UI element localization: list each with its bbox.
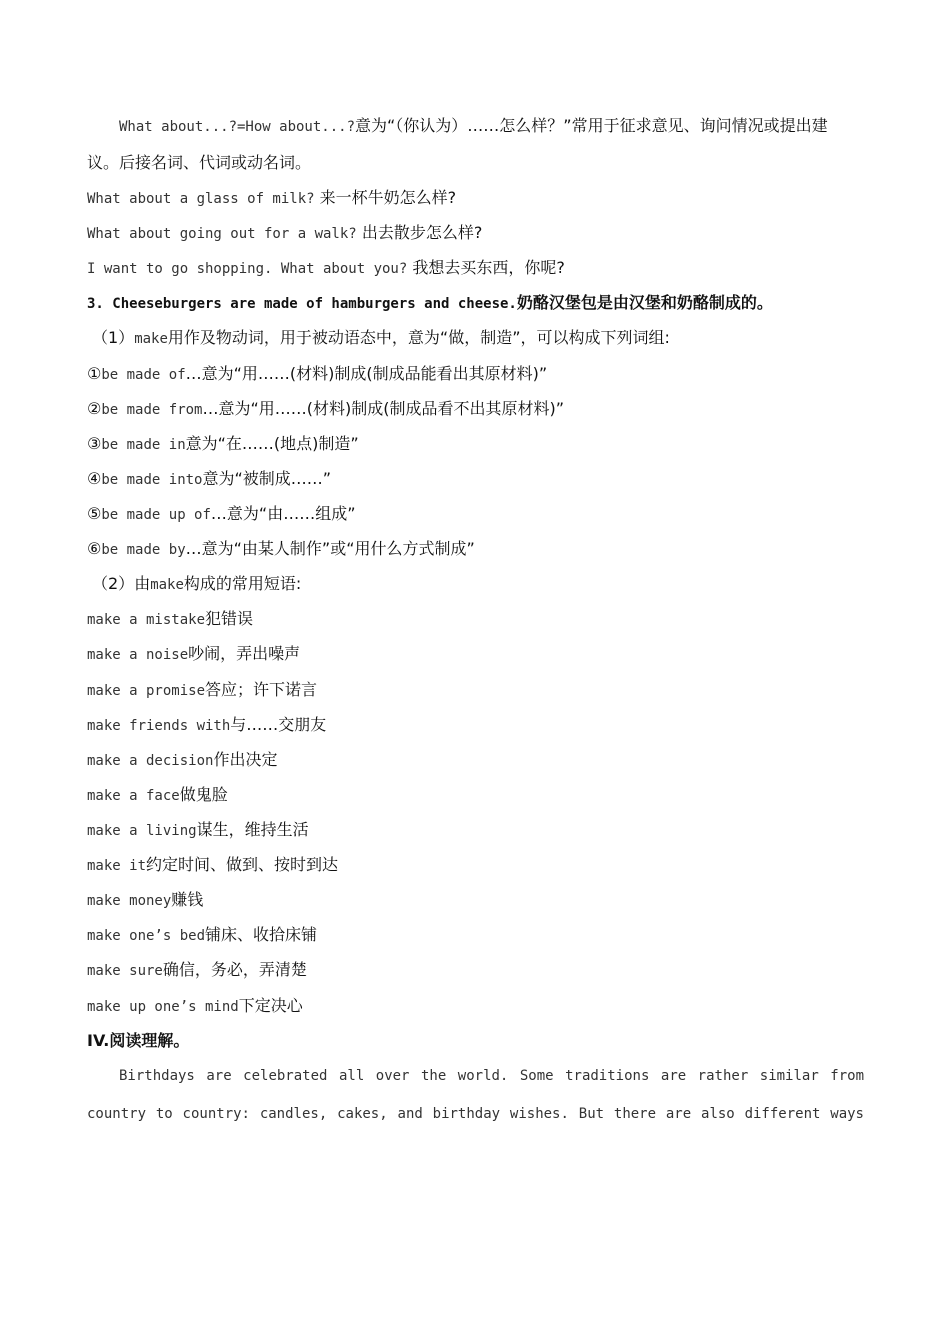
phrase-en: be made of [101,367,186,383]
phrase-item [87,434,359,455]
phrase-zh: 意为“被制成……” [202,469,332,488]
part-1-number: （1） [92,328,135,347]
phrase-zh: …意为“由某人制作”或“用什么方式制成” [185,539,475,558]
make-phrase-zh: 谋生，维持生活 [196,820,309,839]
part-1-keyword: make [134,331,168,347]
phrase-zh: …意为“由……组成” [210,504,356,523]
make-phrase [87,855,338,876]
intro-explanation: 意为“（你认为）……怎么样？”常用于征求意见、询问情况或提出建 [355,116,828,135]
make-phrase-en: make it [87,858,147,874]
section-4-heading [87,1031,189,1051]
phrase-zh: 意为“在……(地点)制造” [185,434,359,453]
example-line [87,188,456,209]
part-2-intro [92,574,301,595]
make-phrase-zh: 做鬼脸 [179,785,228,804]
example-zh: 来一杯牛奶怎么样? [319,188,457,207]
phrase-en: be made up of [101,507,211,523]
part-2-pre: 由 [134,574,151,593]
make-phrase-zh: 与……交朋友 [230,715,327,734]
section-3-heading [87,293,773,314]
example-en: I want to go shopping. What about you? [87,261,408,277]
make-phrase [87,820,309,841]
make-phrase-en: make a promise [87,683,206,699]
part-1-text: 用作及物动词，用于被动语态中，意为“做，制造”，可以构成下列词组: [167,328,670,347]
phrase-item [87,364,547,385]
make-phrase-en: make money [87,893,172,909]
section-3-heading-en: 3. Cheeseburgers are made of hamburgers and cheese. [87,296,517,312]
circled-number: ② [87,399,102,418]
phrase-zh: …意为“用……(材料)制成(制成品能看出其原材料)” [185,364,548,383]
part-2-number: （2） [92,574,135,593]
intro-line-2 [87,153,311,173]
section-3-heading-zh: 奶酪汉堡包是由汉堡和奶酪制成的。 [516,293,773,312]
phrase-en: be made from [101,402,203,418]
reading-passage-line-1: Birthdays are celebrated all over the world. Some traditions are rather similar from [119,1068,864,1084]
phrase-item [87,469,331,490]
example-line [87,223,482,244]
make-phrase-en: make a mistake [87,612,206,628]
make-phrase-en: make one’s bed [87,928,206,944]
intro-explanation-cont: 议。后接名词、代词或动名词。 [87,153,312,172]
make-phrase-zh: 约定时间、做到、按时到达 [146,855,339,874]
example-line [87,258,565,279]
make-phrase [87,609,253,630]
make-phrase [87,680,317,701]
part-2-text: 构成的常用短语: [183,574,302,593]
make-phrase-en: make sure [87,963,163,979]
example-zh: 我想去买东西，你呢? [412,258,565,277]
part-1-intro [92,328,670,349]
reading-passage-line-2: country to country: candles, cakes, and birthday wishes. But there are also different ways [87,1106,864,1122]
phrase-en: be made in [101,437,186,453]
section-4-heading-text: IV.阅读理解。 [87,1031,190,1050]
make-phrase-zh: 赚钱 [171,890,204,909]
make-phrase-zh: 下定决心 [238,996,303,1015]
make-phrase-en: make friends with [87,718,231,734]
phrase-item [87,399,564,420]
make-phrase-zh: 作出决定 [213,750,278,769]
circled-number: ⑥ [87,539,102,558]
circled-number: ④ [87,469,102,488]
make-phrase-zh: 吵闹，弄出噪声 [188,644,301,663]
make-phrase [87,960,307,981]
make-phrase-zh: 铺床、收拾床铺 [205,925,318,944]
circled-number: ① [87,364,102,383]
example-en: What about going out for a walk? [87,226,357,242]
make-phrase-en: make a noise [87,647,189,663]
make-phrase-en: make a decision [87,753,214,769]
make-phrase [87,750,277,771]
make-phrase-en: make a face [87,788,180,804]
circled-number: ③ [87,434,102,453]
phrase-item [87,539,475,560]
make-phrase-zh: 犯错误 [205,609,254,628]
phrase-en: be made by [101,542,186,558]
circled-number: ⑤ [87,504,102,523]
phrase-item [87,504,356,525]
make-phrase [87,644,300,665]
make-phrase-en: make up one’s mind [87,999,239,1015]
make-phrase [87,785,228,806]
make-phrase [87,715,326,736]
make-phrase [87,890,203,911]
intro-phrase: What about...?=How about...? [119,119,356,135]
make-phrase-zh: 答应；许下诺言 [205,680,318,699]
example-en: What about a glass of milk? [87,191,315,207]
phrase-en: be made into [101,472,203,488]
part-2-keyword: make [150,577,184,593]
make-phrase [87,996,303,1017]
intro-line-1 [119,116,828,137]
make-phrase-zh: 确信，务必，弄清楚 [162,960,307,979]
example-zh: 出去散步怎么样? [361,223,483,242]
make-phrase [87,925,317,946]
make-phrase-en: make a living [87,823,197,839]
phrase-zh: …意为“用……(材料)制成(制成品看不出其原材料)” [202,399,565,418]
